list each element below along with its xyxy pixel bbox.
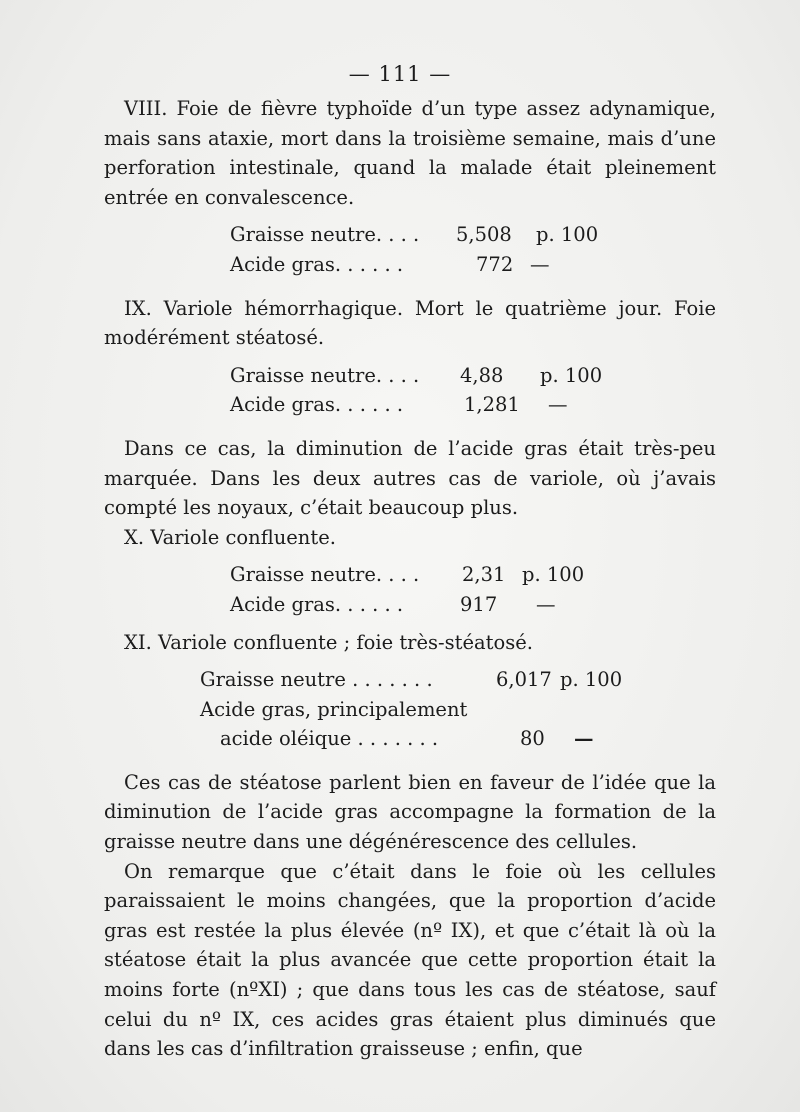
discussion-paragraph: Dans ce cas, la diminution de l’acide gras était très-peu marquée. Dans les deux autres cas de variole, où j’avais compté les noyaux, c’était beaucoup plus. [104, 436, 716, 520]
row-label: acide oléique . . . . . . . [220, 727, 439, 751]
case-11-title: XI. Variole confluente ; foie très-stéatosé. [124, 630, 533, 654]
row-value: 772 [476, 252, 514, 276]
row-value: 917 [460, 592, 498, 616]
case-11-row-fatty-acid-label [104, 695, 716, 725]
row-label: Acide gras, principalement [200, 697, 468, 721]
row-value: 5,508 [456, 223, 512, 247]
conclusion-paragraph-2: On remarque que c’était dans le foie où les cellules paraissaient le moins changées, que la proportion d’acide gras est restée la plus élevée (nº IX), et que c’était là où la stéatose était la plus avancée que cette proportion était la moins forte (nºXI) ; que dans tous les cas de stéatose, sauf celui du nº IX, ces acides gras étaient plus diminués que dans les cas d’infiltration graisseuse ; enfin, que [104, 859, 716, 1061]
case-8-row-fatty-acid [104, 250, 716, 280]
row-label: Acide gras. . . . . . [230, 252, 404, 276]
row-label: Graisse neutre. . . . [230, 223, 420, 247]
row-label: Graisse neutre . . . . . . . [200, 668, 433, 692]
case-11-row-oleic-acid [104, 724, 716, 754]
row-value: 6,017 [496, 668, 552, 692]
case-9-row-neutral-fat [104, 361, 716, 391]
row-value: 2,31 [462, 563, 506, 587]
row-label: Graisse neutre. . . . [230, 563, 420, 587]
page-body [104, 94, 716, 1064]
row-value: 4,88 [460, 363, 504, 387]
case-11-row-neutral-fat [104, 665, 716, 695]
row-value: 80 [520, 727, 545, 751]
row-unit: — [530, 252, 550, 276]
case-10-title: X. Variole confluente. [124, 525, 336, 549]
case-10-row-neutral-fat [104, 560, 716, 590]
conclusion-paragraph-1: Ces cas de stéatose parlent bien en faveur de l’idée que la diminution de l’acide gras accompagne la formation de la graisse neutre dans une dégénérescence des cellules. [104, 770, 716, 854]
row-unit: — [536, 592, 556, 616]
row-label: Acide gras. . . . . . [230, 393, 404, 417]
case-9-paragraph: IX. Variole hémorrhagique. Mort le quatrième jour. Foie modérément stéatosé. [104, 296, 716, 350]
case-9-row-fatty-acid [104, 390, 716, 420]
row-unit: p. 100 [540, 363, 603, 387]
row-unit: p. 100 [560, 668, 623, 692]
row-value: 1,281 [464, 393, 520, 417]
row-label: Acide gras. . . . . . [230, 592, 404, 616]
case-8-row-neutral-fat [104, 220, 716, 250]
row-unit: p. 100 [536, 223, 599, 247]
row-unit: p. 100 [522, 563, 585, 587]
case-8-paragraph: VIII. Foie de fièvre typhoïde d’un type assez adynamique, mais sans ataxie, mort dans la troisième semaine, mais d’une perforation intestinale, quand la malade était pleinement entrée en convalescence. [104, 97, 716, 209]
row-unit: — [574, 727, 594, 751]
case-10-row-fatty-acid [104, 590, 716, 620]
row-label: Graisse neutre. . . . [230, 363, 420, 387]
row-unit: — [548, 393, 568, 417]
page-number: — 111 — [348, 62, 452, 86]
